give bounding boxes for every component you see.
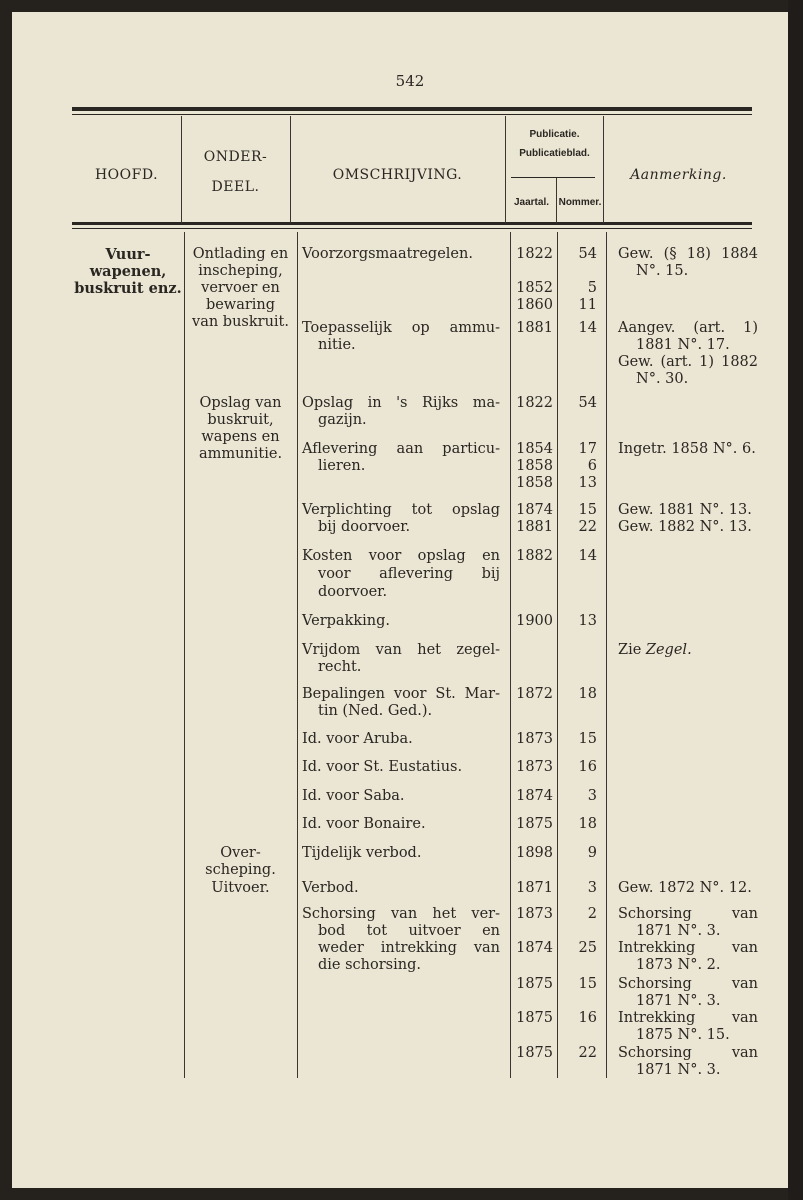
nommer-cell: 14 <box>578 320 597 336</box>
jaartal-cell: 1852 <box>516 280 553 296</box>
jaartal-cell: 1873 <box>516 759 553 775</box>
onderdeel-line: ammunitie. <box>198 446 283 462</box>
hoofd-line: Vuur- <box>105 246 151 263</box>
header-onderdeel-1: ONDER- <box>203 149 268 165</box>
body-divider-2 <box>297 232 298 1078</box>
body-divider-5 <box>606 232 607 1078</box>
jaartal-cell: 1873 <box>516 906 553 922</box>
onderdeel-line: vervoer en <box>201 280 280 296</box>
aanmerking-line: Intrekking van <box>618 1010 758 1026</box>
omschrijving-line: bij doorvoer. <box>318 519 411 535</box>
omschrijving-line: tin (Ned. Ged.). <box>318 703 433 719</box>
nommer-cell: 15 <box>578 502 597 518</box>
nommer-cell: 18 <box>578 816 597 832</box>
jaartal-cell: 1872 <box>516 686 553 702</box>
aanmerking-line: N°. 30. <box>636 371 689 387</box>
nommer-cell: 22 <box>578 1045 597 1061</box>
omschrijving-line: Schorsing van het ver- <box>302 906 500 922</box>
nommer-cell: 54 <box>578 246 597 262</box>
jaartal-cell: 1875 <box>516 1045 553 1061</box>
jaartal-cell: 1874 <box>516 940 553 956</box>
jaartal-cell: 1900 <box>516 613 553 629</box>
aanmerking-line: 1871 N°. 3. <box>636 993 721 1009</box>
nommer-cell: 18 <box>578 686 597 702</box>
nommer-cell: 25 <box>578 940 597 956</box>
nommer-cell: 17 <box>578 441 597 457</box>
omschrijving-line: Bepalingen voor St. Mar- <box>302 686 500 702</box>
aanmerking-line: 1875 N°. 15. <box>636 1027 730 1043</box>
omschrijving-line: Id. voor St. Eustatius. <box>302 759 463 775</box>
aanmerking-line: Gew. (§ 18) 1884 <box>618 246 758 262</box>
onderdeel-line: wapens en <box>201 429 280 445</box>
header-aanmerking: Aanmerking. <box>630 167 727 183</box>
aanmerking-line: Aangev. (art. 1) <box>618 320 758 336</box>
jaartal-cell: 1882 <box>516 548 553 564</box>
omschrijving-line: Aflevering aan particu- <box>302 441 500 457</box>
header-publicatie: Publicatie. <box>529 129 580 140</box>
omschrijving-line: bod tot uitvoer en <box>318 923 500 939</box>
omschrijving-line: lieren. <box>318 458 366 474</box>
header-hoofd: HOOFD. <box>94 167 159 183</box>
nommer-cell: 22 <box>578 519 597 535</box>
nommer-cell: 15 <box>578 731 597 747</box>
header-publicatieblad: Publicatieblad. <box>519 148 590 159</box>
jaartal-cell: 1822 <box>516 246 553 262</box>
aanmerking-zie-prefix: Zie <box>618 642 642 658</box>
nommer-cell: 13 <box>578 613 597 629</box>
nommer-cell: 16 <box>578 759 597 775</box>
omschrijving-line: Voorzorgsmaatregelen. <box>302 246 473 262</box>
omschrijving-line: voor aflevering bij <box>318 566 500 582</box>
hoofd-line: wapenen, <box>89 263 167 280</box>
body-divider-1 <box>184 232 185 1078</box>
omschrijving-line: Id. voor Saba. <box>302 788 405 804</box>
onderdeel-line: inscheping, <box>198 263 283 279</box>
aanmerking-line: Gew. (art. 1) 1882 <box>618 354 758 370</box>
omschrijving-line: doorvoer. <box>318 584 388 600</box>
header-bottom-rule <box>72 222 752 225</box>
page-number: 542 <box>395 72 425 90</box>
aanmerking-line: Gew. 1882 N°. 13. <box>618 519 752 535</box>
omschrijving-line: nitie. <box>318 337 356 353</box>
aanmerking-line: N°. 15. <box>636 263 689 279</box>
aanmerking-zie <box>618 642 692 659</box>
onderdeel-line: buskruit, <box>207 412 274 428</box>
jaartal-cell: 1874 <box>516 502 553 518</box>
aanmerking-line: Gew. 1872 N°. 12. <box>618 880 752 896</box>
jaartal-cell: 1875 <box>516 976 553 992</box>
jaartal-cell: 1881 <box>516 519 553 535</box>
omschrijving-line: Verpakking. <box>302 613 391 629</box>
onderdeel-line: Uitvoer. <box>211 880 270 896</box>
omschrijving-line: die schorsing. <box>318 957 421 973</box>
jaartal-cell: 1898 <box>516 845 553 861</box>
jaartal-cell: 1822 <box>516 395 553 411</box>
hoofd-line: buskruit enz. <box>74 280 182 297</box>
omschrijving-line: Tijdelijk verbod. <box>302 845 422 861</box>
col-divider-5 <box>603 116 604 223</box>
jaartal-cell: 1875 <box>516 1010 553 1026</box>
nommer-cell: 54 <box>578 395 597 411</box>
col-divider-1 <box>181 116 182 223</box>
nommer-cell: 11 <box>578 297 597 313</box>
jaartal-cell: 1875 <box>516 816 553 832</box>
omschrijving-line: Kosten voor opslag en <box>302 548 500 564</box>
nommer-cell: 3 <box>587 788 597 804</box>
jaartal-cell: 1858 <box>516 458 553 474</box>
omschrijving-line: Id. voor Bonaire. <box>302 816 426 832</box>
jaartal-cell: 1854 <box>516 441 553 457</box>
aanmerking-line: Schorsing van <box>618 1045 758 1061</box>
scan-edge <box>788 0 803 1200</box>
nommer-cell: 15 <box>578 976 597 992</box>
jaartal-cell: 1860 <box>516 297 553 313</box>
nommer-cell: 5 <box>587 280 597 296</box>
header-jaartal: Jaartal. <box>513 197 550 208</box>
omschrijving-line: Vrijdom van het zegel- <box>302 642 500 658</box>
omschrijving-line: weder intrekking van <box>318 940 500 956</box>
aanmerking-line: 1871 N°. 3. <box>636 1062 721 1078</box>
aanmerking-line: Schorsing van <box>618 976 758 992</box>
omschrijving-line: Opslag in 's Rijks ma- <box>302 395 500 411</box>
header-omschrijving: OMSCHRIJVING. <box>332 167 463 183</box>
col-divider-3 <box>505 116 506 223</box>
aanmerking-line: 1881 N°. 17. <box>636 337 730 353</box>
omschrijving-line: Verplichting tot opslag <box>302 502 500 518</box>
nommer-cell: 13 <box>578 475 597 491</box>
top-rule-thin <box>72 114 752 115</box>
onderdeel-line: Over- <box>220 845 261 861</box>
jaartal-cell: 1873 <box>516 731 553 747</box>
aanmerking-line: Gew. 1881 N°. 13. <box>618 502 752 518</box>
onderdeel-line: bewaring <box>205 297 276 313</box>
onderdeel-line: van buskruit. <box>192 314 289 330</box>
col-divider-2 <box>290 116 291 223</box>
jaartal-cell: 1871 <box>516 880 553 896</box>
aanmerking-line: Ingetr. 1858 N°. 6. <box>618 441 756 457</box>
omschrijving-line: recht. <box>318 659 362 675</box>
top-rule-thick <box>72 107 752 111</box>
aanmerking-line: 1873 N°. 2. <box>636 957 721 973</box>
aanmerking-line: 1871 N°. 3. <box>636 923 721 939</box>
aanmerking-line: Schorsing van <box>618 906 758 922</box>
aanmerking-line: Intrekking van <box>618 940 758 956</box>
nommer-cell: 3 <box>587 880 597 896</box>
nommer-cell: 6 <box>587 458 597 474</box>
nommer-cell: 16 <box>578 1010 597 1026</box>
aanmerking-zie-ref: Zegel. <box>645 642 692 658</box>
jaartal-cell: 1881 <box>516 320 553 336</box>
onderdeel-line: Opslag van <box>199 395 282 411</box>
header-bottom-rule-thin <box>72 228 752 229</box>
nommer-cell: 2 <box>587 906 597 922</box>
header-nommer: Nommer. <box>558 197 602 208</box>
onderdeel-line: Ontlading en <box>192 246 289 262</box>
jaartal-cell: 1858 <box>516 475 553 491</box>
header-onderdeel-2: DEEL. <box>211 179 260 195</box>
omschrijving-line: Id. voor Aruba. <box>302 731 413 747</box>
omschrijving-line: Toepasselijk op ammu- <box>302 320 500 336</box>
omschrijving-line: Verbod. <box>302 880 359 896</box>
nommer-cell: 9 <box>587 845 597 861</box>
omschrijving-line: gazijn. <box>318 412 367 428</box>
nommer-cell: 14 <box>578 548 597 564</box>
publicatie-sub-rule <box>511 177 595 178</box>
jaartal-cell: 1874 <box>516 788 553 804</box>
onderdeel-line: scheping. <box>205 862 276 878</box>
